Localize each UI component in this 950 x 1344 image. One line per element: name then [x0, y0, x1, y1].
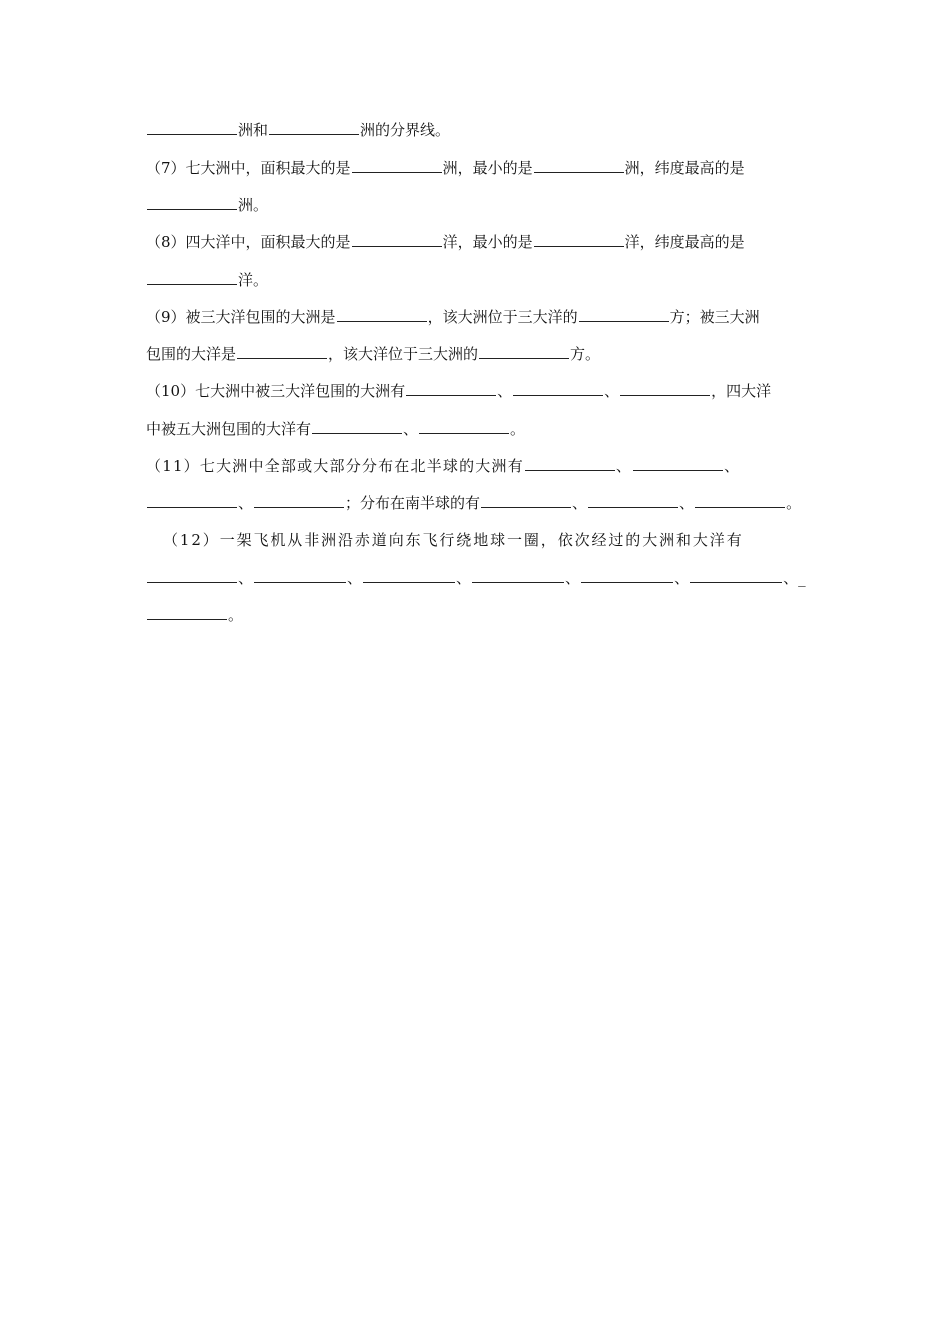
text: ，四大洋	[711, 382, 772, 400]
answer-blank[interactable]	[534, 158, 624, 173]
text: 。	[786, 494, 802, 512]
question-12-continued	[146, 568, 806, 588]
answer-blank[interactable]	[690, 568, 782, 583]
text: 洋，纬度最高的是	[624, 233, 745, 251]
answer-blank[interactable]	[525, 456, 615, 471]
answer-blank[interactable]	[269, 120, 359, 135]
text: 洲，纬度最高的是	[624, 159, 745, 177]
separator: 、	[565, 569, 581, 587]
answer-blank[interactable]	[633, 456, 723, 471]
separator: 、	[497, 382, 513, 400]
answer-blank[interactable]	[147, 120, 237, 135]
question-11-continued	[146, 493, 806, 513]
answer-blank[interactable]	[352, 158, 442, 173]
text: 洲，最小的是	[442, 159, 533, 177]
question-number: （8）	[146, 233, 186, 251]
question-number: （7）	[146, 159, 186, 177]
text: ，该大洋位于三大洲的	[328, 345, 479, 363]
answer-blank[interactable]	[479, 344, 569, 359]
separator: 、	[679, 494, 695, 512]
answer-blank[interactable]	[147, 568, 237, 583]
separator: 、	[604, 382, 620, 400]
question-number: （12）	[163, 531, 220, 549]
question-7	[146, 158, 806, 178]
question-number: （9）	[146, 308, 186, 326]
text: 七大洲中全部或大部分分布在北半球的大洲有	[199, 457, 524, 475]
text: 四大洋中，面积最大的是	[185, 233, 351, 251]
answer-blank[interactable]	[254, 568, 346, 583]
answer-blank[interactable]	[534, 232, 624, 247]
separator: 、	[347, 569, 363, 587]
question-number: （11）	[146, 457, 200, 475]
answer-blank[interactable]	[147, 195, 237, 210]
text: 洲。	[238, 196, 269, 214]
answer-blank[interactable]	[352, 232, 442, 247]
separator: 、	[572, 494, 588, 512]
text: 七大洲中被三大洋包围的大洲有	[195, 382, 406, 400]
answer-blank[interactable]	[254, 493, 344, 508]
question-12	[146, 530, 806, 550]
question-10	[146, 381, 806, 401]
text: 七大洲中，面积最大的是	[185, 159, 351, 177]
separator: 、	[674, 569, 690, 587]
separator: 、	[615, 457, 633, 475]
answer-blank[interactable]	[588, 493, 678, 508]
answer-blank[interactable]	[147, 493, 237, 508]
question-7-continued	[146, 195, 806, 215]
question-12-final	[146, 605, 806, 625]
separator: 、	[238, 569, 254, 587]
answer-blank[interactable]	[406, 381, 496, 396]
text: 被三大洋包围的大洲是	[185, 308, 336, 326]
answer-blank[interactable]	[695, 493, 785, 508]
answer-blank[interactable]	[337, 307, 427, 322]
text: 方。	[570, 345, 601, 363]
text: ，该大洲位于三大洋的	[427, 308, 578, 326]
text: 、_	[783, 569, 806, 587]
text: 洲和	[238, 121, 269, 139]
question-8-continued	[146, 270, 806, 290]
answer-blank[interactable]	[620, 381, 710, 396]
answer-blank[interactable]	[472, 568, 564, 583]
text: 洋。	[238, 271, 269, 289]
text: 中被五大洲包围的大洋有	[146, 420, 312, 438]
answer-blank[interactable]	[147, 270, 237, 285]
separator: 、	[724, 457, 741, 475]
text: 洋，最小的是	[442, 233, 533, 251]
answer-blank[interactable]	[312, 419, 402, 434]
answer-blank[interactable]	[581, 568, 673, 583]
answer-blank[interactable]	[513, 381, 603, 396]
answer-blank[interactable]	[481, 493, 571, 508]
answer-blank[interactable]	[419, 419, 509, 434]
text: 方；被三大洲	[669, 308, 760, 326]
question-9	[146, 307, 806, 327]
question-11	[146, 456, 806, 476]
text: ；分布在南半球的有	[345, 494, 481, 512]
answer-blank[interactable]	[363, 568, 455, 583]
separator: 、	[238, 494, 254, 512]
answer-blank[interactable]	[579, 307, 669, 322]
separator: 、	[403, 420, 419, 438]
text: 包围的大洋是	[146, 345, 237, 363]
text: 。	[228, 606, 244, 624]
text: 。	[510, 420, 526, 438]
answer-blank[interactable]	[237, 344, 327, 359]
question-9-continued	[146, 344, 806, 364]
answer-blank[interactable]	[147, 605, 227, 620]
line-continuation-6	[146, 120, 806, 140]
separator: 、	[456, 569, 472, 587]
text: 洲的分界线。	[360, 121, 451, 139]
question-10-continued	[146, 419, 806, 439]
question-number: （10）	[146, 382, 196, 400]
question-8	[146, 232, 806, 252]
text: 一架飞机从非洲沿赤道向东飞行绕地球一圈，依次经过的大洲和大洋有	[219, 531, 744, 549]
